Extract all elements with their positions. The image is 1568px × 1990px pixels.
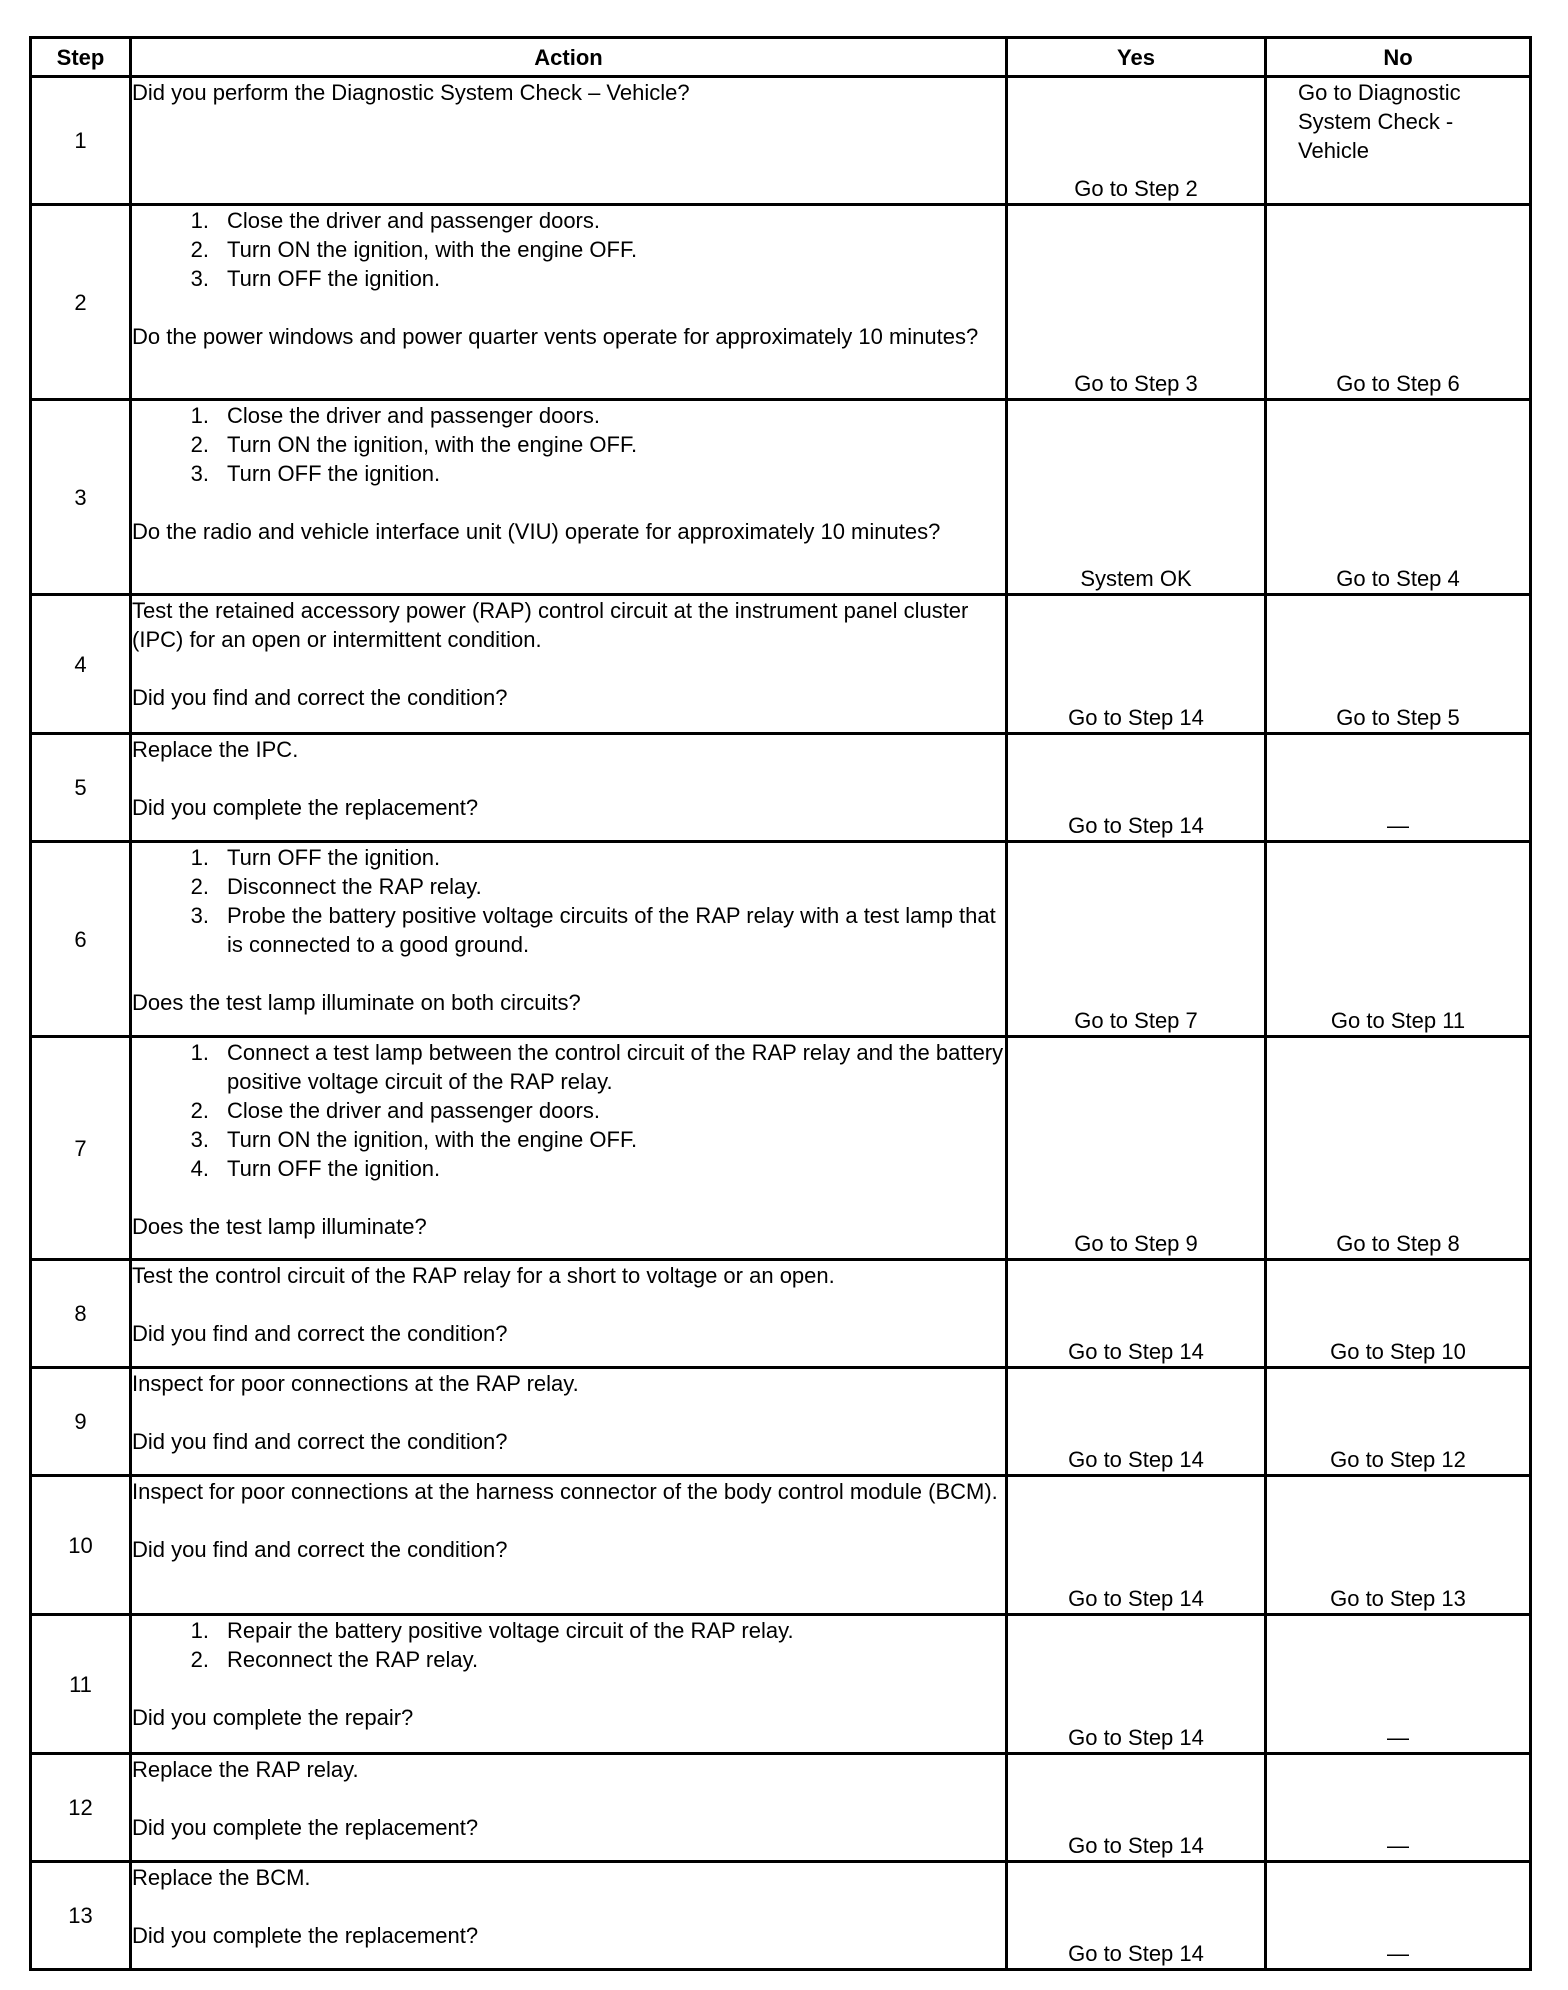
table-row	[31, 1754, 1531, 1862]
action-intro: Inspect for poor connections at the RAP relay.	[132, 1371, 579, 1396]
diagnostic-table	[29, 36, 1532, 1971]
no-result: Go to Step 4	[1266, 400, 1531, 595]
substep-item	[132, 430, 1005, 459]
step-number: 9	[31, 1368, 131, 1476]
action-question: Did you find and correct the condition?	[132, 1321, 508, 1346]
substep-item	[132, 1096, 1005, 1125]
yes-result: Go to Step 14	[1007, 595, 1266, 734]
substep-item	[132, 459, 1005, 488]
substep-number: 1.	[190, 1040, 209, 1065]
substep-text: Close the driver and passenger doors.	[227, 1098, 600, 1123]
no-result: Go to Step 5	[1266, 595, 1531, 734]
table-row	[31, 1615, 1531, 1754]
step-number: 13	[31, 1862, 131, 1970]
step-number: 8	[31, 1260, 131, 1368]
step-number: 5	[31, 734, 131, 842]
yes-result: System OK	[1007, 400, 1266, 595]
substep-text: Turn OFF the ignition.	[227, 1156, 441, 1181]
action-question: Did you complete the replacement?	[132, 1815, 479, 1840]
yes-result: Go to Step 2	[1007, 77, 1266, 205]
step-number: 4	[31, 595, 131, 734]
substep-number: 4.	[190, 1156, 209, 1181]
substep-text: Close the driver and passenger doors.	[227, 208, 600, 233]
yes-result: Go to Step 14	[1007, 1754, 1266, 1862]
substep-number: 2.	[190, 874, 209, 899]
no-result: Go to Step 10	[1266, 1260, 1531, 1368]
action-intro: Test the retained accessory power (RAP) control circuit at the instrument panel cluster (IPC) for an open or intermittent condition.	[132, 598, 969, 652]
substep-item	[132, 843, 1005, 872]
action-cell	[131, 1754, 1007, 1862]
table-row	[31, 595, 1531, 734]
no-result: —	[1266, 1862, 1531, 1970]
no-result: Go to Step 6	[1266, 205, 1531, 400]
yes-result: Go to Step 3	[1007, 205, 1266, 400]
substep-number: 3.	[190, 266, 209, 291]
yes-result: Go to Step 14	[1007, 734, 1266, 842]
action-question: Do the power windows and power quarter vents operate for approximately 10 minutes?	[132, 324, 979, 349]
diagnostic-table-container	[29, 36, 1532, 1971]
substep-item	[132, 901, 1005, 959]
table-row	[31, 1260, 1531, 1368]
table-row	[31, 1862, 1531, 1970]
action-cell	[131, 400, 1007, 595]
step-number: 1	[31, 77, 131, 205]
action-cell	[131, 1368, 1007, 1476]
action-cell	[131, 734, 1007, 842]
substep-item	[132, 206, 1005, 235]
substep-number: 1.	[190, 845, 209, 870]
action-question: Did you complete the repair?	[132, 1705, 414, 1730]
yes-result: Go to Step 14	[1007, 1260, 1266, 1368]
table-row	[31, 77, 1531, 205]
header-step: Step	[31, 38, 131, 77]
substep-item	[132, 401, 1005, 430]
header-yes: Yes	[1007, 38, 1266, 77]
table-row	[31, 1476, 1531, 1615]
substep-number: 1.	[190, 208, 209, 233]
substep-number: 1.	[190, 1618, 209, 1643]
substep-item	[132, 1038, 1005, 1096]
substep-item	[132, 1125, 1005, 1154]
table-row	[31, 1368, 1531, 1476]
substep-item	[132, 1154, 1005, 1183]
action-cell	[131, 1037, 1007, 1260]
substep-number: 2.	[190, 1647, 209, 1672]
step-number: 10	[31, 1476, 131, 1615]
table-row	[31, 205, 1531, 400]
step-number: 7	[31, 1037, 131, 1260]
substep-number: 1.	[190, 403, 209, 428]
substep-number: 2.	[190, 432, 209, 457]
substep-text: Probe the battery positive voltage circuits of the RAP relay with a test lamp that is connected to a good ground.	[227, 903, 996, 957]
action-question: Did you find and correct the condition?	[132, 1537, 508, 1562]
substep-text: Turn OFF the ignition.	[227, 461, 441, 486]
yes-result: Go to Step 14	[1007, 1368, 1266, 1476]
action-cell	[131, 77, 1007, 205]
no-result: —	[1266, 734, 1531, 842]
table-row	[31, 1037, 1531, 1260]
table-row	[31, 400, 1531, 595]
substep-list	[132, 401, 1005, 488]
yes-result: Go to Step 9	[1007, 1037, 1266, 1260]
step-number: 12	[31, 1754, 131, 1862]
substep-list	[132, 206, 1005, 293]
action-cell	[131, 1862, 1007, 1970]
action-cell	[131, 205, 1007, 400]
action-question: Do the radio and vehicle interface unit (VIU) operate for approximately 10 minutes?	[132, 519, 941, 544]
action-intro: Replace the BCM.	[132, 1865, 311, 1890]
no-result: —	[1266, 1615, 1531, 1754]
header-action: Action	[131, 38, 1007, 77]
substep-item	[132, 235, 1005, 264]
table-header-row	[31, 38, 1531, 77]
yes-result: Go to Step 7	[1007, 842, 1266, 1037]
substep-text: Turn ON the ignition, with the engine OFF.	[227, 432, 638, 457]
substep-number: 2.	[190, 1098, 209, 1123]
substep-number: 2.	[190, 237, 209, 262]
step-number: 2	[31, 205, 131, 400]
substep-list	[132, 1616, 1005, 1674]
action-cell	[131, 1476, 1007, 1615]
action-cell	[131, 842, 1007, 1037]
no-result: Go to Step 8	[1266, 1037, 1531, 1260]
action-intro: Test the control circuit of the RAP relay for a short to voltage or an open.	[132, 1263, 835, 1288]
yes-result: Go to Step 14	[1007, 1862, 1266, 1970]
action-intro: Replace the RAP relay.	[132, 1757, 359, 1782]
no-result: Go to Step 12	[1266, 1368, 1531, 1476]
no-result: —	[1266, 1754, 1531, 1862]
substep-item	[132, 1616, 1005, 1645]
substep-text: Turn OFF the ignition.	[227, 266, 441, 291]
substep-text: Connect a test lamp between the control circuit of the RAP relay and the battery positive voltage circuit of the RAP relay.	[227, 1040, 1004, 1094]
step-number: 6	[31, 842, 131, 1037]
yes-result: Go to Step 14	[1007, 1476, 1266, 1615]
action-cell	[131, 1615, 1007, 1754]
step-number: 3	[31, 400, 131, 595]
action-cell	[131, 1260, 1007, 1368]
no-result-text: Go to Diagnostic System Check - Vehicle	[1298, 80, 1461, 163]
action-question: Did you complete the replacement?	[132, 795, 479, 820]
action-question: Does the test lamp illuminate?	[132, 1214, 427, 1239]
table-row	[31, 842, 1531, 1037]
table-body	[31, 77, 1531, 1970]
substep-text: Repair the battery positive voltage circuit of the RAP relay.	[227, 1618, 794, 1643]
action-intro: Inspect for poor connections at the harness connector of the body control module (BCM).	[132, 1479, 998, 1504]
yes-result: Go to Step 14	[1007, 1615, 1266, 1754]
substep-text: Reconnect the RAP relay.	[227, 1647, 479, 1672]
action-question: Did you perform the Diagnostic System Check – Vehicle?	[132, 80, 690, 105]
table-row	[31, 734, 1531, 842]
step-number: 11	[31, 1615, 131, 1754]
substep-text: Turn ON the ignition, with the engine OFF.	[227, 237, 638, 262]
substep-number: 3.	[190, 461, 209, 486]
no-result: Go to Step 11	[1266, 842, 1531, 1037]
substep-text: Turn OFF the ignition.	[227, 845, 441, 870]
substep-number: 3.	[190, 903, 209, 928]
header-no: No	[1266, 38, 1531, 77]
substep-text: Turn ON the ignition, with the engine OFF.	[227, 1127, 638, 1152]
action-intro: Replace the IPC.	[132, 737, 299, 762]
no-result: Go to Step 13	[1266, 1476, 1531, 1615]
action-cell	[131, 595, 1007, 734]
substep-text: Disconnect the RAP relay.	[227, 874, 482, 899]
substep-text: Close the driver and passenger doors.	[227, 403, 600, 428]
action-question: Did you find and correct the condition?	[132, 1429, 508, 1454]
substep-number: 3.	[190, 1127, 209, 1152]
substep-item	[132, 264, 1005, 293]
action-question: Did you complete the replacement?	[132, 1923, 479, 1948]
action-question: Does the test lamp illuminate on both circuits?	[132, 990, 581, 1015]
no-result	[1266, 77, 1531, 205]
action-question: Did you find and correct the condition?	[132, 685, 508, 710]
substep-list	[132, 843, 1005, 959]
substep-list	[132, 1038, 1005, 1183]
substep-item	[132, 872, 1005, 901]
substep-item	[132, 1645, 1005, 1674]
